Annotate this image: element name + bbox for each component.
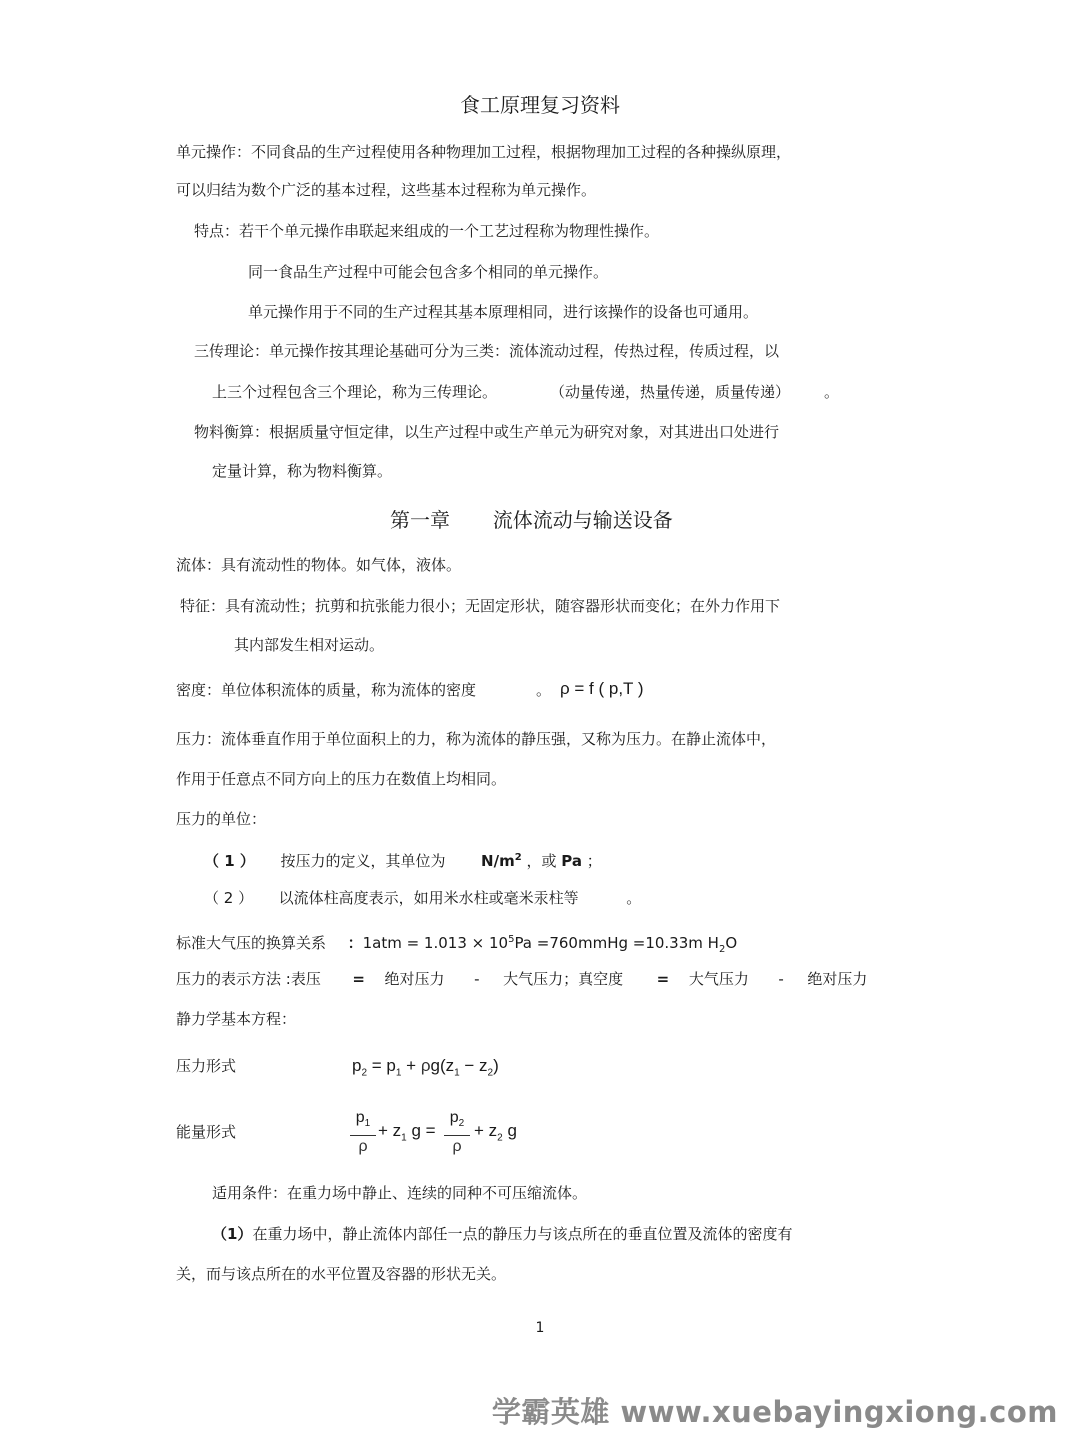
- atm-value-c: O: [725, 934, 738, 952]
- applicable-conditions: 适用条件：在重力场中静止、连续的同种不可压缩流体。: [212, 1184, 588, 1202]
- intro-material-balance-2: 定量计算，称为物料衡算。: [212, 462, 393, 480]
- fluid-feature-2: 其内部发生相对运动。: [234, 636, 385, 654]
- atm-value-a: 1atm = 1.013 × 10: [362, 934, 509, 952]
- unit2-text: 以流体柱高度表示，如用米水柱或毫米汞柱等: [278, 889, 579, 907]
- site-watermark: 学霸英雄 www.xuebayingxiong.com: [491, 1395, 1058, 1429]
- statics-heading: 静力学基本方程：: [176, 1010, 297, 1028]
- atm-label: 标准大气压的换算关系: [176, 934, 327, 952]
- chapter-title: 流体流动与输送设备: [492, 508, 673, 532]
- repr-minus-2: -: [778, 970, 784, 988]
- atm-value-sub: 2: [718, 944, 726, 955]
- atm-colon: ：: [347, 934, 363, 952]
- condition-1-text: 在重力场中，静止流体内部任一点的静压力与该点所在的垂直位置及流体的密度有: [252, 1225, 793, 1243]
- unit1-unit: N/m: [481, 852, 515, 870]
- intro-line-2: 可以归结为数个广泛的基本过程，这些基本过程称为单元操作。: [176, 181, 597, 199]
- pressure-line-2: 作用于任意点不同方向上的压力在数值上均相同。: [176, 770, 507, 788]
- unit2-index: （ 2 ）: [204, 889, 254, 907]
- unit1-text: 按压力的定义，其单位为: [280, 852, 446, 870]
- intro-line-1: 单元操作：不同食品的生产过程使用各种物理加工过程，根据物理加工过程的各种操纵原理，: [176, 143, 792, 161]
- unit1-index: （ 1 ）: [204, 852, 255, 870]
- fluid-feature-1: 特征：具有流动性；抗剪和抗张能力很小；无固定形状，随容器形状而变化；在外力作用下: [180, 597, 781, 615]
- repr-2: 绝对压力: [384, 970, 445, 988]
- unit1-or: ，或: [526, 852, 557, 870]
- energy-form-label: 能量形式: [176, 1123, 237, 1141]
- atm-row: [176, 930, 737, 960]
- unit1-row: [204, 848, 602, 871]
- intro-feature-2: 同一食品生产过程中可能会包含多个相同的单元操作。: [248, 263, 609, 281]
- fluid-definition: 流体：具有流动性的物体。如气体，液体。: [176, 556, 462, 574]
- energy-fraction-1: $p_1$ ρ: [350, 1108, 376, 1157]
- intro-feature: 特点：若干个单元操作串联起来组成的一个工艺过程称为物理性操作。: [194, 222, 660, 240]
- unit2-row: [204, 888, 641, 908]
- repr-4: 大气压力: [688, 970, 749, 988]
- repr-5: 绝对压力: [807, 970, 868, 988]
- pressure-form-equation: $p_2 = p_1 + \rho g(z_1 - z_2)$: [352, 1056, 499, 1079]
- atm-value-b: Pa =760mmHg =10.33m H: [514, 934, 719, 952]
- repr-eq-2: =: [656, 970, 670, 988]
- pressure-units-heading: 压力的单位：: [176, 810, 267, 828]
- energy-term-1: + $z_1$ g =: [378, 1121, 436, 1144]
- repr-1: 压力的表示方法 :表压: [176, 970, 321, 988]
- intro-three-transfer-paren: （动量传递，热量传递，质量传递）: [550, 383, 791, 401]
- unit2-end: 。: [626, 889, 642, 907]
- density-formula: ρ = f ( p,T ): [560, 679, 644, 698]
- energy-term-2: + $z_2$ g: [474, 1121, 517, 1144]
- document-title: 食工原理复习资料: [460, 93, 620, 117]
- pressure-line-1: 压力：流体垂直作用于单位面积上的力，称为流体的静压强，又称为压力。在静止流体中，: [176, 730, 777, 748]
- intro-three-transfer-2: 上三个过程包含三个理论，称为三传理论。: [212, 383, 498, 401]
- repr-3: 大气压力；真空度: [503, 970, 624, 988]
- density-dot: 。: [536, 681, 552, 699]
- density-text: 密度：单位体积流体的质量，称为流体的密度: [176, 681, 477, 699]
- atm-value-sup: 5: [508, 934, 515, 945]
- intro-feature-3: 单元操作用于不同的生产过程其基本原理相同，进行该操作的设备也可通用。: [248, 303, 759, 321]
- chapter-heading: [390, 507, 673, 533]
- pressure-form-label: 压力形式: [176, 1057, 237, 1075]
- repr-minus-1: -: [474, 970, 480, 988]
- intro-material-balance-1: 物料衡算：根据质量守恒定律，以生产过程中或生产单元为研究对象，对其进出口处进行: [194, 423, 780, 441]
- unit1-pa: Pa: [561, 852, 582, 870]
- condition-1-line-1: [212, 1224, 792, 1244]
- intro-three-transfer-dot: 。: [824, 383, 840, 401]
- unit1-sup: 2: [514, 852, 522, 863]
- pressure-repr-row: [176, 969, 867, 989]
- repr-eq-1: =: [352, 970, 365, 988]
- chapter-number: 第一章: [390, 508, 450, 532]
- page-number: 1: [535, 1320, 545, 1336]
- intro-three-transfer-1: 三传理论：单元操作按其理论基础可分为三类：流体流动过程，传热过程，传质过程，以: [194, 342, 780, 360]
- unit1-end: ；: [586, 852, 602, 870]
- condition-1-index: （1）: [212, 1225, 253, 1243]
- energy-fraction-2: $p_2$ ρ: [444, 1108, 470, 1157]
- condition-1-line-2: 关，而与该点所在的水平位置及容器的形状无关。: [176, 1265, 507, 1283]
